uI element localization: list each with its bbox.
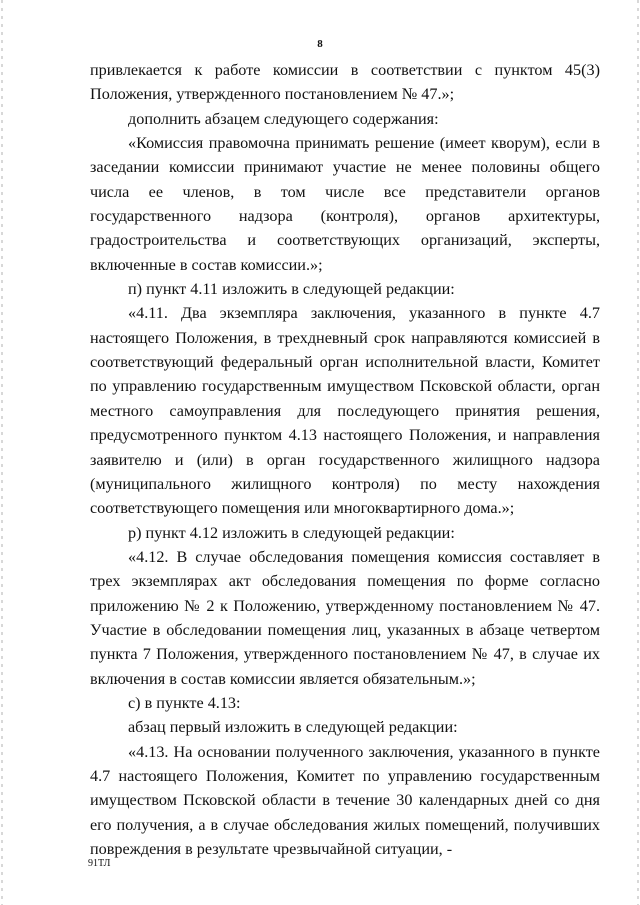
- paragraph-4-13-text: «4.13. На основании полученного заключения, указанного в пункте 4.7 настоящего Положения, Комитет по управлению государственным имуществом Псковской области в течение 30 календарных дней со дня его получения, а в случае обследования жилых помещений, получивших повреждения в результате чрезвычайной ситуации, -: [90, 742, 600, 858]
- document-body: [90, 58, 600, 861]
- paragraph-item-p: п) пункт 4.11 изложить в следующей редакции:: [128, 280, 455, 299]
- paragraph-4-11-text: «4.11. Два экземпляра заключения, указанного в пункте 4.7 настоящего Положения, в трехдневный срок направляются комиссией в соответствующий федеральный орган исполнительной власти, Комитет по управлению государственным имуществом Псковской области, орган местного самоуправления для последующего принятия решения, предусмотренного пунктом 4.13 настоящего Положения, и направления заявителю и (или) в орган государственного жилищного надзора (муниципального жилищного контроля) по месту нахождения соответствующего помещения или многоквартирного дома.»;: [90, 304, 600, 518]
- paragraph-4-12-text: «4.12. В случае обследования помещения комиссия составляет в трех экземплярах акт обследования помещения по форме согласно приложению № 2 к Положению, утвержденному постановлением № 47. Участие в обследовании помещения лиц, указанных в абзаце четвертом пункта 7 Положения, утвержденного постановлением № 47, в случае их включения в состав комиссии является обязательным.»;: [90, 547, 600, 688]
- paragraph-first-abzac-instruction: абзац первый изложить в следующей редакции:: [128, 718, 458, 737]
- paragraph-addition-instruction: дополнить абзацем следующего содержания:: [128, 109, 439, 128]
- footer-document-code: 91ТЛ: [88, 858, 111, 869]
- paragraph-item-s: с) в пункте 4.13:: [128, 693, 241, 712]
- paragraph-continuation: привлекается к работе комиссии в соответствии с пунктом 45(3) Положения, утвержденного постановлением № 47.»;: [90, 61, 600, 104]
- page-number: 8: [317, 38, 323, 50]
- scan-edge-right: [637, 0, 639, 905]
- paragraph-quorum-text: «Комиссия правомочна принимать решение (имеет кворум), если в заседании комиссии принимают участие не менее половины общего числа ее членов, в том числе все представители органов государственного надзора (контроля), органов архитектуры, градостроительства и соответствующих организаций, эксперты, включенные в состав комиссии.»;: [90, 134, 600, 274]
- paragraph-item-r: р) пункт 4.12 изложить в следующей редакции:: [128, 523, 455, 542]
- scan-edge-left: [1, 0, 3, 905]
